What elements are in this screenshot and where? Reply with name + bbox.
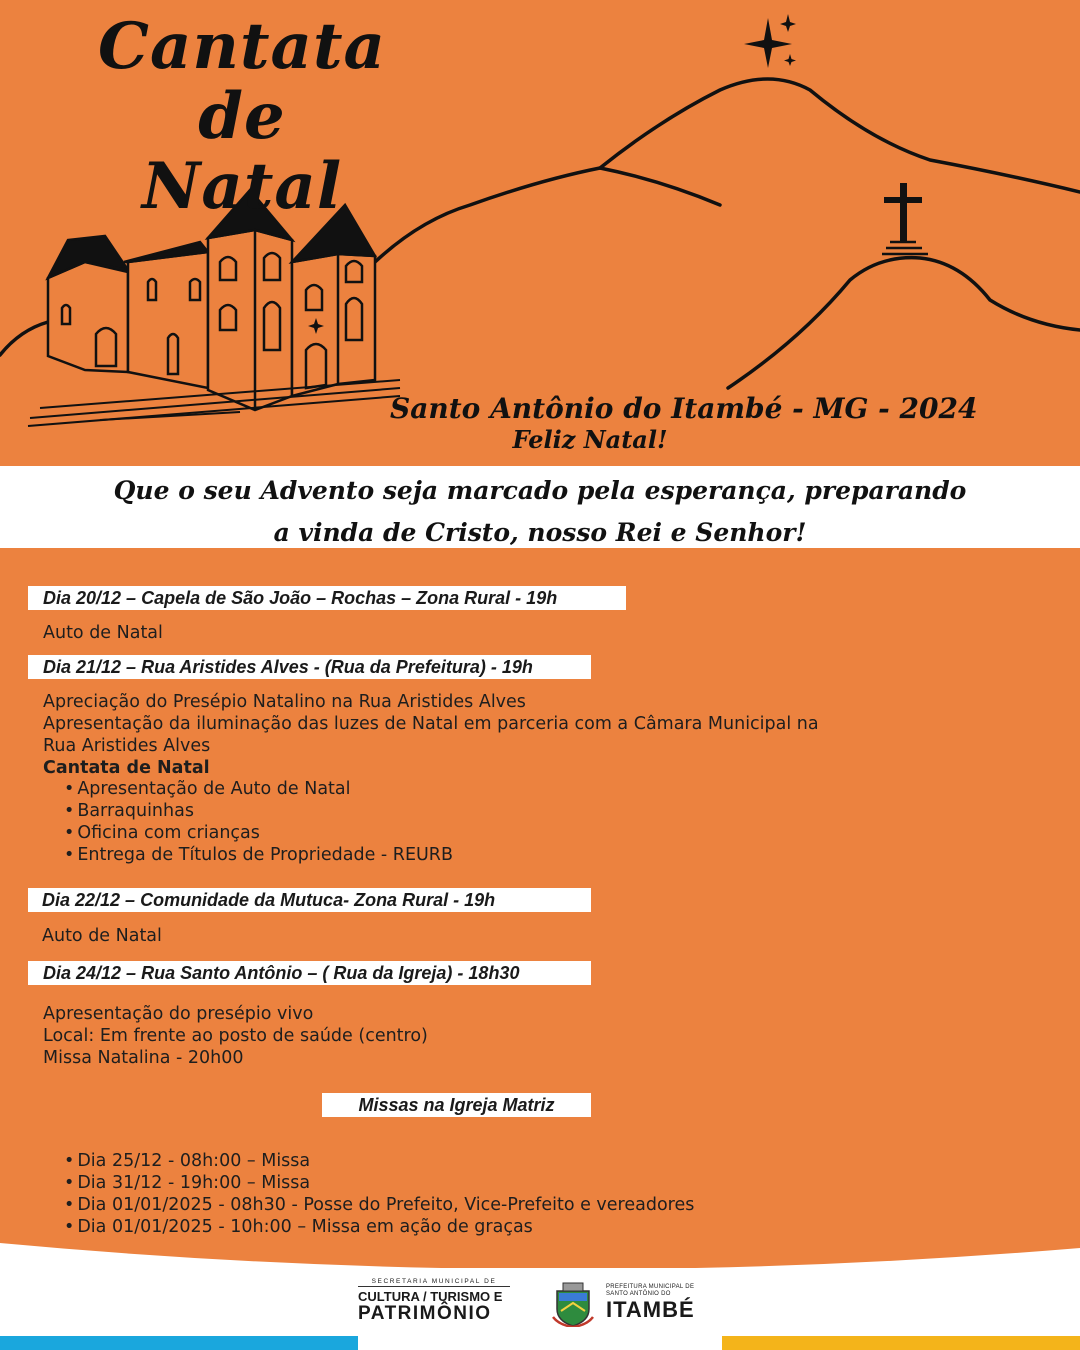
event-text: Missa Natalina - 20h00 [43, 1048, 244, 1068]
list-item: • Dia 31/12 - 19h:00 – Missa [64, 1172, 310, 1194]
title-line-2: de Natal [141, 79, 343, 224]
event-text: Auto de Natal [43, 623, 163, 643]
list-item: • Barraquinhas [64, 800, 194, 822]
event-text: Auto de Natal [42, 926, 162, 946]
event-date: Dia 20/12 – Capela de São João – Rochas – Zona Rural - 19h [43, 588, 558, 608]
footer-bar-blue [0, 1336, 358, 1350]
prefeitura-logo [606, 1284, 702, 1322]
event-text: Local: Em frente ao posto de saúde (centro) [43, 1026, 428, 1046]
prefeitura-small: PREFEITURA MUNICIPAL DE SANTO ANTÔNIO DO [606, 1284, 695, 1297]
list-item: • Dia 01/01/2025 - 08h30 - Posse do Prefeito, Vice-Prefeito e vereadores [64, 1194, 694, 1216]
list-item: • Oficina com crianças [64, 822, 260, 844]
event-text: Apresentação da iluminação das luzes de Natal em parceria com a Câmara Municipal na [43, 714, 819, 734]
event-date: Dia 21/12 – Rua Aristides Alves - (Rua da Prefeitura) - 19h [43, 657, 533, 677]
masses-title-bar [322, 1093, 591, 1117]
secretaria-line-3: PATRIMÔNIO [358, 1303, 492, 1324]
event-text: Apreciação do Presépio Natalino na Rua Aristides Alves [43, 692, 526, 712]
prefeitura-name: ITAMBÉ [606, 1297, 695, 1322]
motto-line-2: a vinda de Cristo, nosso Rei e Senhor! [273, 518, 807, 547]
masses-title: Missas na Igreja Matriz [358, 1095, 555, 1115]
cross-icon [884, 183, 922, 241]
secretaria-line-2: CULTURA / TURISMO E [358, 1289, 503, 1304]
event-date: Dia 22/12 – Comunidade da Mutuca- Zona Rural - 19h [42, 890, 496, 910]
motto-text [0, 470, 1080, 554]
event-date-bar [28, 655, 591, 679]
list-item: • Apresentação de Auto de Natal [64, 778, 351, 800]
event-subtitle: Cantata de Natal [43, 758, 210, 778]
event-date-bar [28, 888, 591, 912]
list-item: • Entrega de Títulos de Propriedade - REURB [64, 844, 453, 866]
footer-bar-yellow [722, 1336, 1080, 1350]
event-text: Rua Aristides Alves [43, 736, 211, 756]
secretaria-small: SECRETARIA MUNICIPAL DE [358, 1278, 510, 1287]
greeting: Feliz Natal! [512, 425, 668, 454]
motto-line-1: Que o seu Advento seja marcado pela esperança, preparando [113, 476, 967, 505]
star-icon [744, 14, 796, 68]
page-title [92, 9, 392, 224]
event-date-bar [28, 586, 626, 610]
list-item: • Dia 01/01/2025 - 10h:00 – Missa em ação de graças [64, 1216, 533, 1238]
event-date: Dia 24/12 – Rua Santo Antônio – ( Rua da Igreja) - 18h30 [43, 963, 520, 983]
place-year: Santo Antônio do Itambé - MG - 2024 [390, 392, 978, 425]
title-line-1: Cantata [98, 9, 386, 84]
secretaria-logo [358, 1278, 510, 1324]
event-text: Apresentação do presépio vivo [43, 1004, 314, 1024]
list-item: • Dia 25/12 - 08h:00 – Missa [64, 1150, 310, 1172]
municipal-crest-icon [551, 1281, 595, 1327]
event-date-bar [28, 961, 591, 985]
